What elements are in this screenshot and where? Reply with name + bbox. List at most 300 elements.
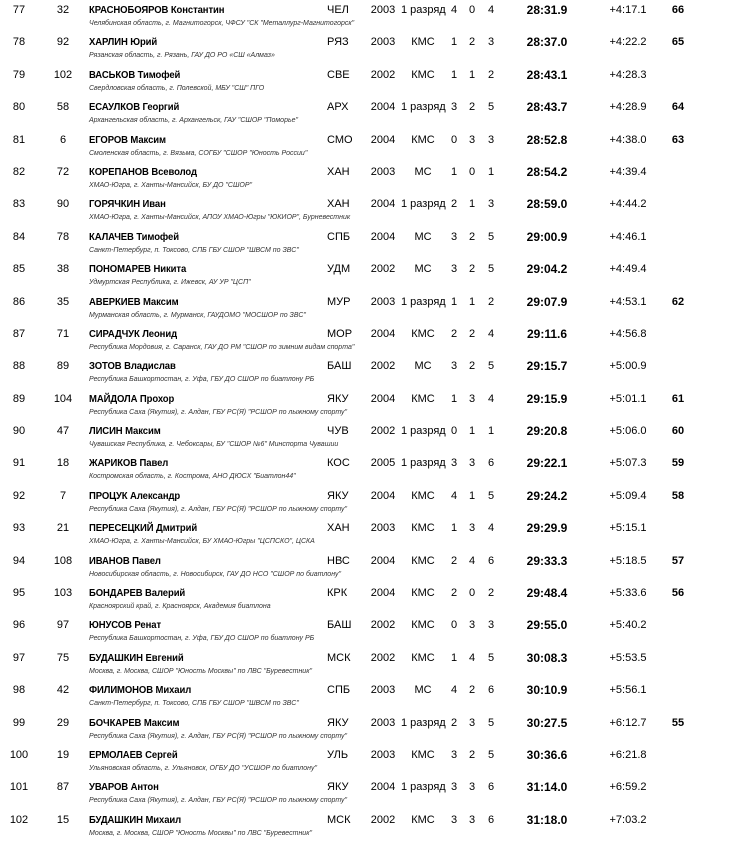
sport-rank: КМС <box>411 587 435 600</box>
result-row <box>0 356 750 388</box>
place: 97 <box>12 651 26 664</box>
result-row <box>0 292 750 324</box>
shooting-2: 0 <box>468 4 476 16</box>
time-behind: +4:28.3 <box>609 68 647 81</box>
team-code: ХАН <box>327 165 350 178</box>
sport-rank: 1 разряд <box>401 716 446 729</box>
team-code: ХАН <box>327 522 350 535</box>
result-row <box>0 810 750 842</box>
finish-time: 31:18.0 <box>526 812 568 827</box>
shooting-1: 1 <box>450 392 458 405</box>
place: 86 <box>12 295 26 308</box>
place: 100 <box>9 748 29 761</box>
shooting-2: 2 <box>468 101 476 114</box>
time-behind: +7:03.2 <box>609 813 647 826</box>
shooting-1: 3 <box>450 813 458 826</box>
team-code: ХАН <box>327 198 350 211</box>
sport-rank: КМС <box>411 619 435 632</box>
birth-year: 2003 <box>370 522 396 535</box>
birth-year: 2004 <box>370 133 396 146</box>
sport-rank: МС <box>414 230 432 243</box>
result-row <box>0 97 750 129</box>
shooting-1: 4 <box>450 4 458 16</box>
shooting-total: 2 <box>487 68 495 81</box>
sport-rank: КМС <box>411 651 435 664</box>
finish-time: 28:43.7 <box>526 100 568 115</box>
athlete-region: Архангельская область, г. Архангельск, ГАУ "СШОР "Поморье" <box>89 117 299 125</box>
shooting-2: 3 <box>468 781 476 794</box>
points: 57 <box>671 554 685 567</box>
athlete-region: Санкт-Петербург, п. Токсово, СПБ ГБУ СШОР "ШВСМ по ЗВС" <box>89 246 299 254</box>
place: 80 <box>12 101 26 114</box>
shooting-total: 6 <box>487 457 495 470</box>
finish-time: 28:59.0 <box>526 197 568 212</box>
finish-time: 29:29.9 <box>526 521 568 536</box>
birth-year: 2003 <box>370 748 396 761</box>
bib-number: 87 <box>56 781 70 794</box>
points: 56 <box>671 587 685 600</box>
shooting-1: 1 <box>450 165 458 178</box>
time-behind: +5:18.5 <box>609 554 647 567</box>
bib-number: 35 <box>56 295 70 308</box>
athlete-region: Челябинская область, г. Магнитогорск, ЧФСУ "СК "Металлург-Магнитогорск" <box>89 20 355 27</box>
sport-rank: 1 разряд <box>401 101 446 114</box>
team-code: ЯКУ <box>327 489 349 502</box>
birth-year: 2004 <box>370 198 396 211</box>
result-row <box>0 518 750 550</box>
athlete-name: ЕСАУЛКОВ Георгий <box>89 102 180 114</box>
bib-number: 21 <box>56 522 70 535</box>
athlete-region: ХМАО-Югра, г. Ханты-Мансийск, АПОУ ХМАО-Югры "ЮКИОР", Бурневестник <box>89 214 351 222</box>
team-code: ЯКУ <box>327 392 349 405</box>
athlete-name: УВАРОВ Антон <box>89 782 159 794</box>
athlete-name: ПЕРЕСЕЦКИЙ Дмитрий <box>89 523 198 535</box>
bib-number: 47 <box>56 425 70 438</box>
shooting-2: 0 <box>468 587 476 600</box>
result-row <box>0 0 750 32</box>
shooting-2: 2 <box>468 230 476 243</box>
shooting-2: 3 <box>468 133 476 146</box>
shooting-2: 4 <box>468 554 476 567</box>
shooting-total: 4 <box>487 392 495 405</box>
athlete-name: АВЕРКИЕВ Максим <box>89 296 179 308</box>
result-row <box>0 486 750 518</box>
shooting-1: 1 <box>450 522 458 535</box>
place: 87 <box>12 327 26 340</box>
bib-number: 29 <box>56 716 70 729</box>
sport-rank: МС <box>414 360 432 373</box>
shooting-total: 3 <box>487 198 495 211</box>
shooting-2: 1 <box>468 295 476 308</box>
bib-number: 42 <box>56 684 70 697</box>
shooting-total: 5 <box>487 748 495 761</box>
place: 90 <box>12 425 26 438</box>
result-row <box>0 615 750 647</box>
result-row <box>0 324 750 356</box>
athlete-name: ПОНОМАРЕВ Никита <box>89 264 187 276</box>
athlete-name: ГОРЯЧКИН Иван <box>89 199 166 211</box>
bib-number: 78 <box>56 230 70 243</box>
birth-year: 2002 <box>370 360 396 373</box>
shooting-1: 3 <box>450 360 458 373</box>
birth-year: 2004 <box>370 781 396 794</box>
team-code: УЛЬ <box>327 748 349 761</box>
bib-number: 19 <box>56 748 70 761</box>
shooting-1: 3 <box>450 263 458 276</box>
place: 94 <box>12 554 26 567</box>
points: 55 <box>671 716 685 729</box>
result-row <box>0 32 750 64</box>
birth-year: 2002 <box>370 425 396 438</box>
shooting-total: 6 <box>487 684 495 697</box>
shooting-1: 3 <box>450 457 458 470</box>
shooting-2: 2 <box>468 360 476 373</box>
shooting-total: 6 <box>487 813 495 826</box>
place: 84 <box>12 230 26 243</box>
bib-number: 7 <box>59 489 67 502</box>
time-behind: +4:28.9 <box>609 101 647 114</box>
result-row <box>0 777 750 809</box>
place: 93 <box>12 522 26 535</box>
team-code: УДМ <box>327 263 351 276</box>
athlete-region: Москва, г. Москва, СШОР "Юность Москвы" по ЛВС "Буревестник" <box>89 829 312 837</box>
shooting-2: 2 <box>468 36 476 49</box>
place: 92 <box>12 489 26 502</box>
shooting-total: 1 <box>487 165 495 178</box>
team-code: НВС <box>327 554 350 567</box>
athlete-name: ЛИСИН Максим <box>89 426 161 438</box>
bib-number: 32 <box>56 4 70 16</box>
shooting-2: 3 <box>468 392 476 405</box>
result-row <box>0 745 750 777</box>
time-behind: +5:40.2 <box>609 619 647 632</box>
place: 99 <box>12 716 26 729</box>
time-behind: +4:49.4 <box>609 263 647 276</box>
birth-year: 2003 <box>370 36 396 49</box>
athlete-region: Санкт-Петербург, п. Токсово, СПБ ГБУ СШОР "ШВСМ по ЗВС" <box>89 700 299 708</box>
finish-time: 29:04.2 <box>526 262 568 277</box>
team-code: КРК <box>327 587 348 600</box>
finish-time: 30:27.5 <box>526 715 568 730</box>
shooting-total: 6 <box>487 781 495 794</box>
finish-time: 28:31.9 <box>526 3 568 17</box>
place: 101 <box>9 781 29 794</box>
athlete-name: ИВАНОВ Павел <box>89 555 161 567</box>
athlete-name: ПРОЦУК Александр <box>89 490 181 502</box>
points: 60 <box>671 425 685 438</box>
sport-rank: 1 разряд <box>401 781 446 794</box>
time-behind: +5:33.6 <box>609 587 647 600</box>
result-row <box>0 162 750 194</box>
sport-rank: 1 разряд <box>401 457 446 470</box>
points: 62 <box>671 295 685 308</box>
shooting-1: 3 <box>450 230 458 243</box>
team-code: АРХ <box>327 101 349 114</box>
time-behind: +6:59.2 <box>609 781 647 794</box>
place: 81 <box>12 133 26 146</box>
bib-number: 108 <box>53 554 73 567</box>
birth-year: 2004 <box>370 392 396 405</box>
shooting-total: 2 <box>487 587 495 600</box>
time-behind: +5:07.3 <box>609 457 647 470</box>
sport-rank: КМС <box>411 554 435 567</box>
birth-year: 2004 <box>370 489 396 502</box>
birth-year: 2002 <box>370 813 396 826</box>
team-code: БАШ <box>327 360 352 373</box>
team-code: ЯКУ <box>327 716 349 729</box>
finish-time: 28:52.8 <box>526 132 568 147</box>
points: 58 <box>671 489 685 502</box>
bib-number: 104 <box>53 392 73 405</box>
sport-rank: КМС <box>411 392 435 405</box>
birth-year: 2002 <box>370 651 396 664</box>
bib-number: 72 <box>56 165 70 178</box>
team-code: МСК <box>327 813 351 826</box>
finish-time: 29:15.9 <box>526 391 568 406</box>
finish-time: 29:15.7 <box>526 359 568 374</box>
athlete-region: Новосибирская область, г. Новосибирск, ГАУ ДО НСО "СШОР по биатлону" <box>89 570 342 578</box>
time-behind: +4:17.1 <box>609 4 647 16</box>
place: 78 <box>12 36 26 49</box>
result-row <box>0 680 750 712</box>
shooting-2: 2 <box>468 748 476 761</box>
birth-year: 2004 <box>370 554 396 567</box>
team-code: ЧЕЛ <box>327 4 349 16</box>
shooting-total: 4 <box>487 4 495 16</box>
athlete-region: Красноярский край, г. Красноярск, Академия биатлона <box>89 603 271 611</box>
shooting-total: 3 <box>487 619 495 632</box>
result-row <box>0 130 750 162</box>
team-code: КОС <box>327 457 350 470</box>
bib-number: 89 <box>56 360 70 373</box>
sport-rank: 1 разряд <box>401 4 446 16</box>
bib-number: 103 <box>53 587 73 600</box>
athlete-name: ЗОТОВ Владислав <box>89 361 176 373</box>
result-row <box>0 65 750 97</box>
birth-year: 2003 <box>370 4 396 16</box>
shooting-1: 0 <box>450 133 458 146</box>
sport-rank: КМС <box>411 68 435 81</box>
athlete-region: Мурманская область, г. Мурманск, ГАУДОМО "МОСШОР по ЗВС" <box>89 311 306 319</box>
bib-number: 18 <box>56 457 70 470</box>
bib-number: 71 <box>56 327 70 340</box>
sport-rank: КМС <box>411 522 435 535</box>
place: 95 <box>12 587 26 600</box>
shooting-2: 1 <box>468 68 476 81</box>
place: 98 <box>12 684 26 697</box>
shooting-total: 4 <box>487 327 495 340</box>
athlete-region: Республика Саха (Якутия), г. Алдан, ГБУ РС(Я) "РСШОР по лыжному спорту" <box>89 732 348 740</box>
shooting-1: 2 <box>450 554 458 567</box>
athlete-name: ХАРЛИН Юрий <box>89 37 158 49</box>
place: 83 <box>12 198 26 211</box>
shooting-total: 2 <box>487 295 495 308</box>
points: 59 <box>671 457 685 470</box>
athlete-region: Республика Башкортостан, г. Уфа, ГБУ ДО СШОР по биатлону РБ <box>89 376 315 384</box>
bib-number: 97 <box>56 619 70 632</box>
shooting-total: 3 <box>487 36 495 49</box>
team-code: МСК <box>327 651 351 664</box>
time-behind: +4:46.1 <box>609 230 647 243</box>
shooting-1: 3 <box>450 101 458 114</box>
time-behind: +6:12.7 <box>609 716 647 729</box>
time-behind: +4:22.2 <box>609 36 647 49</box>
finish-time: 29:07.9 <box>526 294 568 309</box>
sport-rank: 1 разряд <box>401 198 446 211</box>
athlete-name: ВАСЬКОВ Тимофей <box>89 69 181 81</box>
athlete-region: Удмуртская Республика, г. Ижевск, АУ УР "ЦСП" <box>89 279 251 287</box>
result-row <box>0 583 750 615</box>
sport-rank: 1 разряд <box>401 425 446 438</box>
birth-year: 2004 <box>370 327 396 340</box>
time-behind: +5:09.4 <box>609 489 647 502</box>
shooting-2: 1 <box>468 425 476 438</box>
athlete-region: Свердловская область, г. Полевской, МБУ "СШ" ПГО <box>89 84 265 92</box>
points: 64 <box>671 101 685 114</box>
place: 91 <box>12 457 26 470</box>
sport-rank: МС <box>414 165 432 178</box>
finish-time: 28:54.2 <box>526 164 568 179</box>
athlete-name: СИРАДЧУК Леонид <box>89 328 178 340</box>
result-row <box>0 453 750 485</box>
athlete-region: ХМАО-Югра, г. Ханты-Мансийск, БУ ДО "СШОР" <box>89 181 253 189</box>
birth-year: 2003 <box>370 716 396 729</box>
time-behind: +5:06.0 <box>609 425 647 438</box>
athlete-region: Рязанская область, г. Рязань, ГАУ ДО РО «СШ «Алмаз» <box>89 52 275 60</box>
shooting-total: 5 <box>487 716 495 729</box>
time-behind: +5:00.9 <box>609 360 647 373</box>
result-row <box>0 227 750 259</box>
time-behind: +4:56.8 <box>609 327 647 340</box>
bib-number: 6 <box>59 133 67 146</box>
shooting-total: 5 <box>487 230 495 243</box>
points: 61 <box>671 392 685 405</box>
shooting-2: 4 <box>468 651 476 664</box>
birth-year: 2005 <box>370 457 396 470</box>
sport-rank: КМС <box>411 133 435 146</box>
bib-number: 102 <box>53 68 73 81</box>
birth-year: 2004 <box>370 587 396 600</box>
shooting-total: 5 <box>487 489 495 502</box>
finish-time: 30:08.3 <box>526 650 568 665</box>
place: 79 <box>12 68 26 81</box>
shooting-1: 4 <box>450 489 458 502</box>
shooting-2: 1 <box>468 489 476 502</box>
place: 96 <box>12 619 26 632</box>
place: 77 <box>12 4 26 16</box>
finish-time: 29:00.9 <box>526 229 568 244</box>
shooting-2: 2 <box>468 684 476 697</box>
finish-time: 28:43.1 <box>526 67 568 82</box>
shooting-1: 1 <box>450 68 458 81</box>
shooting-1: 4 <box>450 684 458 697</box>
bib-number: 38 <box>56 263 70 276</box>
shooting-2: 3 <box>468 522 476 535</box>
shooting-1: 2 <box>450 716 458 729</box>
athlete-region: Ульяновская область, г. Ульяновск, ОГБУ ДО "УСШОР по биатлону" <box>89 764 317 772</box>
birth-year: 2003 <box>370 165 396 178</box>
place: 88 <box>12 360 26 373</box>
result-row <box>0 259 750 291</box>
result-row <box>0 389 750 421</box>
shooting-2: 2 <box>468 263 476 276</box>
finish-time: 28:37.0 <box>526 35 568 50</box>
athlete-name: ЖАРИКОВ Павел <box>89 458 169 470</box>
team-code: СПБ <box>327 230 351 243</box>
birth-year: 2003 <box>370 295 396 308</box>
time-behind: +4:53.1 <box>609 295 647 308</box>
shooting-1: 2 <box>450 198 458 211</box>
athlete-region: Москва, г. Москва, СШОР "Юность Москвы" по ЛВС "Буревестник" <box>89 667 312 675</box>
finish-time: 29:11.6 <box>526 326 568 341</box>
result-row <box>0 713 750 745</box>
time-behind: +4:44.2 <box>609 198 647 211</box>
shooting-2: 1 <box>468 198 476 211</box>
points: 63 <box>671 133 685 146</box>
shooting-1: 3 <box>450 748 458 761</box>
team-code: ЯКУ <box>327 781 349 794</box>
shooting-1: 0 <box>450 619 458 632</box>
sport-rank: МС <box>414 684 432 697</box>
birth-year: 2003 <box>370 684 396 697</box>
sport-rank: КМС <box>411 813 435 826</box>
birth-year: 2002 <box>370 619 396 632</box>
result-row <box>0 194 750 226</box>
shooting-2: 3 <box>468 619 476 632</box>
shooting-total: 5 <box>487 360 495 373</box>
shooting-1: 1 <box>450 295 458 308</box>
shooting-total: 4 <box>487 522 495 535</box>
finish-time: 29:55.0 <box>526 618 568 633</box>
team-code: СМО <box>327 133 353 146</box>
place: 85 <box>12 263 26 276</box>
shooting-1: 1 <box>450 651 458 664</box>
team-code: СВЕ <box>327 68 350 81</box>
athlete-name: КРАСНОБОЯРОВ Константин <box>89 5 225 16</box>
bib-number: 92 <box>56 36 70 49</box>
athlete-name: КОРЕПАНОВ Всеволод <box>89 166 197 178</box>
birth-year: 2004 <box>370 230 396 243</box>
time-behind: +4:38.0 <box>609 133 647 146</box>
athlete-name: ЕГОРОВ Максим <box>89 134 166 146</box>
athlete-region: Республика Саха (Якутия), г. Алдан, ГБУ РС(Я) "РСШОР по лыжному спорту" <box>89 408 348 416</box>
athlete-name: БОЧКАРЕВ Максим <box>89 717 180 729</box>
team-code: РЯЗ <box>327 36 349 49</box>
shooting-total: 3 <box>487 133 495 146</box>
time-behind: +5:15.1 <box>609 522 647 535</box>
sport-rank: КМС <box>411 36 435 49</box>
athlete-name: ФИЛИМОНОВ Михаил <box>89 685 192 697</box>
shooting-total: 1 <box>487 425 495 438</box>
athlete-name: БУДАШКИН Михаил <box>89 814 182 826</box>
team-code: БАШ <box>327 619 352 632</box>
shooting-1: 2 <box>450 327 458 340</box>
team-code: МУР <box>327 295 351 308</box>
finish-time: 31:14.0 <box>526 780 568 795</box>
sport-rank: КМС <box>411 748 435 761</box>
bib-number: 58 <box>56 101 70 114</box>
points: 65 <box>671 36 685 49</box>
birth-year: 2002 <box>370 68 396 81</box>
shooting-total: 5 <box>487 263 495 276</box>
birth-year: 2004 <box>370 101 396 114</box>
athlete-region: Смоленская область, г. Вязьма, СОГБУ "СШОР "Юность России" <box>89 149 308 157</box>
time-behind: +5:01.1 <box>609 392 647 405</box>
athlete-region: Республика Саха (Якутия), г. Алдан, ГБУ РС(Я) "РСШОР по лыжному спорту" <box>89 797 348 805</box>
bib-number: 15 <box>56 813 70 826</box>
finish-time: 29:48.4 <box>526 586 568 601</box>
sport-rank: 1 разряд <box>401 295 446 308</box>
